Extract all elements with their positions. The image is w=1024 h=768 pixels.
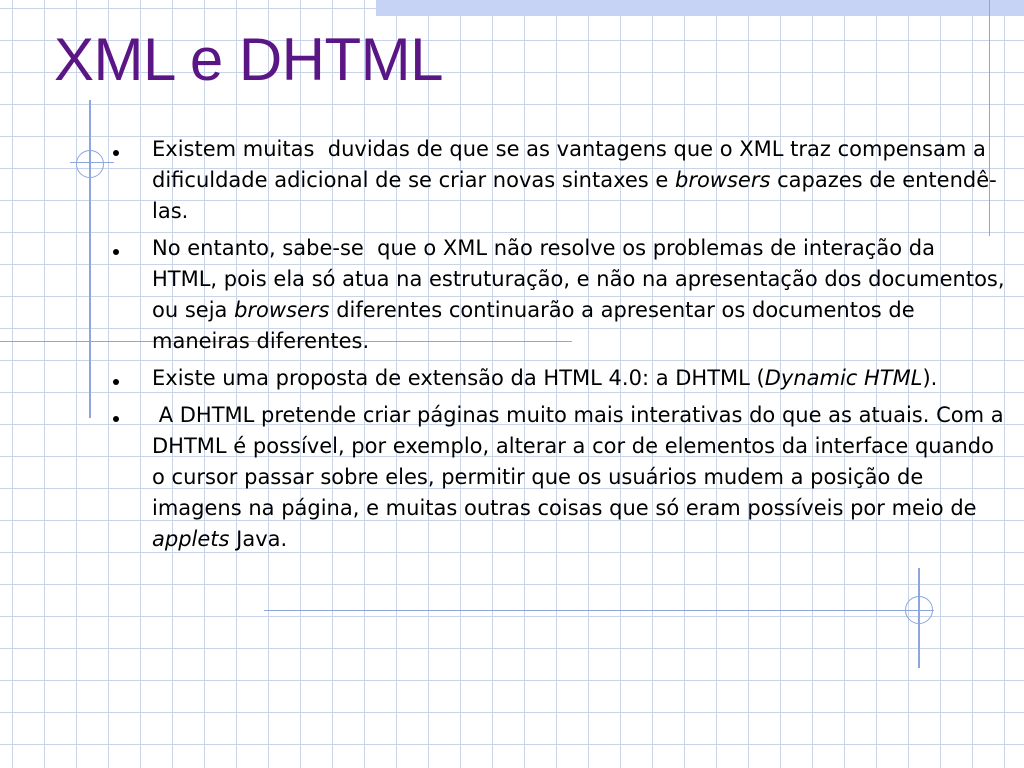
bullet-segment-italic: Dynamic HTML [764,366,923,390]
bullet-item [110,134,1005,227]
bullet-dot-icon [113,249,119,255]
decorative-circle-top-left [76,150,104,178]
bullet-segment: diferentes continuarão a apresentar os documentos de maneiras diferentes. [152,298,922,353]
bullet-text [152,400,1011,555]
bullet-text [152,233,1012,357]
bullet-segment-italic: browsers [234,298,330,322]
bullet-segment: A DHTML pretende criar páginas muito mais interativas do que as atuais. Com a DHTML é possível, por exemplo, alterar a cor de elementos da interface quando o cursor passar sobre eles, permitir que os usuários mudem a posição de imagens na página, e muitas outras coisas que só eram possíveis por meio de [152,403,1011,520]
bullet-text [152,134,1005,227]
decorative-vertical-line-left [89,100,91,418]
bullet-segment: Existe uma proposta de extensão da HTML 4.0: a DHTML ( [152,366,765,390]
bullet-segment: No entanto, sabe-se que o XML não resolve os problemas de interação da HTML, pois ela só atua na estruturação, e não na apresentação dos documentos, ou seja [152,236,1012,322]
bullet-dot-icon [113,150,119,156]
top-accent-band [376,0,1024,16]
bullet-item [110,363,1005,394]
bullet-dot-icon [113,379,119,385]
bullet-item [110,233,1012,357]
bullet-dot-icon [113,416,119,422]
bullet-segment-italic: applets [152,527,230,551]
bullet-segment: capazes de entendê-las. [152,168,997,223]
slide-title: XML e DHTML [54,26,444,93]
bullet-segment: Existem muitas duvidas de que se as vantagens que o XML traz compensam a dificuldade adicional de se criar novas sintaxes e [152,137,993,192]
decorative-circle-bottom-right [905,596,933,624]
bullet-item [110,400,1011,555]
bullet-list [110,134,1012,561]
bullet-segment: Java. [229,527,288,551]
decorative-horizontal-line-lower [264,610,934,611]
bullet-text [152,363,1005,394]
bullet-segment: ). [922,366,938,390]
bullet-segment-italic: browsers [674,168,771,192]
